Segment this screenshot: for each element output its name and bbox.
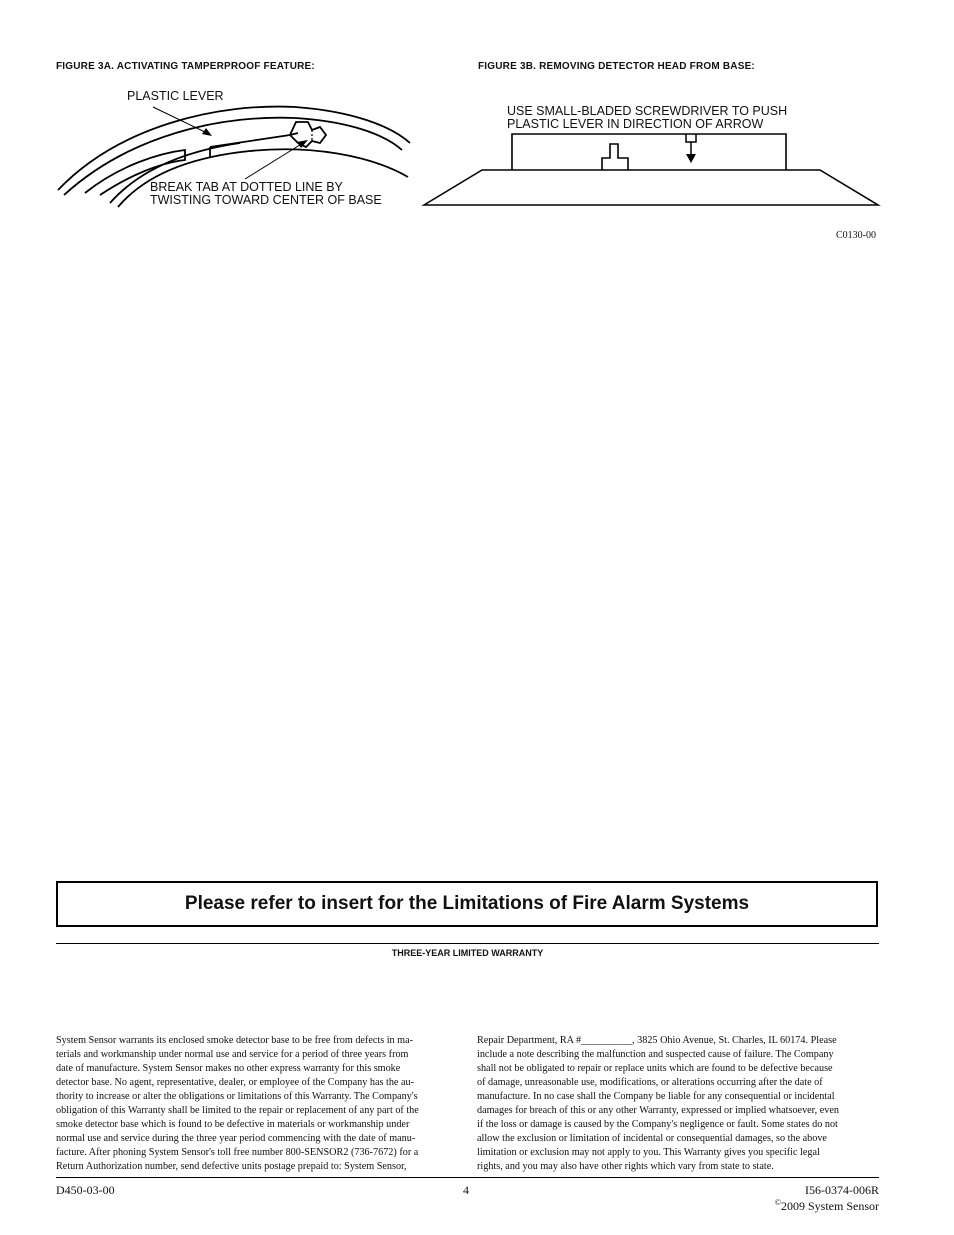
figure-3b-title: FIGURE 3B. REMOVING DETECTOR HEAD FROM BASE: <box>478 61 755 72</box>
warranty-right-line: rights, and you may also have other rights which vary from state to state. <box>477 1161 774 1172</box>
warranty-right-line: limitation or exclusion may not apply to you. This Warranty gives you specific legal <box>477 1147 820 1158</box>
warranty-left-line: smoke detector base which is found to be defective in materials or workmanship under <box>56 1119 410 1130</box>
copyright-symbol: © <box>774 1198 781 1207</box>
figure-code: C0130-00 <box>836 230 876 241</box>
warranty-right-line: shall not be obligated to repair or replace units which are found to be defective because <box>477 1063 833 1074</box>
warranty-left-line: terials and workmanship under normal use and service for a period of three years from <box>56 1049 409 1060</box>
figure-3a-label-break-tab-line1: BREAK TAB AT DOTTED LINE BY <box>150 180 343 194</box>
warranty-left-column <box>56 1034 458 1174</box>
warranty-right-line: manufacture. In no case shall the Company be liable for any consequential or incidental <box>477 1091 835 1102</box>
limitations-banner <box>56 881 878 927</box>
footer-doc-number: I56-0374-006R <box>805 1183 879 1197</box>
divider-bottom <box>56 1177 879 1178</box>
warranty-right-line: of damage, unreasonable use, modifications, or alterations occurring after the date of <box>477 1077 823 1088</box>
figure-3b-label-line1: USE SMALL-BLADED SCREWDRIVER TO PUSH <box>507 104 788 118</box>
warranty-right-line: if the loss or damage is caused by the Company's negligence or fault. Some states do not <box>477 1119 838 1130</box>
warranty-title: THREE-YEAR LIMITED WARRANTY <box>391 948 544 958</box>
warranty-right-line: Repair Department, RA #__________, 3825 Ohio Avenue, St. Charles, IL 60174. Please <box>477 1035 837 1046</box>
figure-3b-label-line2: PLASTIC LEVER IN DIRECTION OF ARROW <box>507 117 764 131</box>
warranty-left-line: Return Authorization number, send defective units postage prepaid to: System Sensor, <box>56 1161 407 1172</box>
figure-3a-label-break-tab-line2: TWISTING TOWARD CENTER OF BASE <box>150 193 382 207</box>
warranty-left-line: facture. After phoning System Sensor's toll free number 800-SENSOR2 (736-7672) for a <box>56 1147 419 1158</box>
figure-3a-label-plastic-lever: PLASTIC LEVER <box>127 89 224 103</box>
warranty-left-line: System Sensor warrants its enclosed smoke detector base to be free from defects in ma- <box>56 1035 414 1046</box>
warranty-right-line: allow the exclusion or limitation of incidental or consequential damages, so the above <box>477 1133 827 1144</box>
warranty-right-line: damages for breach of this or any other Warranty, expressed or implied whatsoever, even <box>477 1105 839 1116</box>
figure-3b-drawing <box>420 130 882 210</box>
warranty-left-line: date of manufacture. System Sensor makes no other express warranty for this smoke <box>56 1063 401 1074</box>
warranty-left-line: thority to increase or alter the obligations or limitations of this Warranty. The Company's <box>56 1091 418 1102</box>
limitations-banner-text: Please refer to insert for the Limitations of Fire Alarm Systems <box>184 893 750 914</box>
footer-doc-code: D450-03-00 <box>56 1183 115 1197</box>
page-number: 4 <box>463 1183 469 1197</box>
warranty-left-line: obligation of this Warranty shall be limited to the repair or replacement of any part of the <box>56 1105 419 1116</box>
figure-3a-title: FIGURE 3A. ACTIVATING TAMPERPROOF FEATURE: <box>56 61 315 72</box>
warranty-left-line: normal use and service during the three year period commencing with the date of manu- <box>56 1133 416 1144</box>
figure-3a-drawing <box>50 95 420 215</box>
warranty-right-line: include a note describing the malfunction and suspected cause of failure. The Company <box>477 1049 834 1060</box>
copyright-text: 2009 System Sensor <box>780 1199 879 1213</box>
footer-copyright <box>775 1198 879 1214</box>
warranty-left-line: detector base. No agent, representative, dealer, or employee of the Company has the au- <box>56 1077 414 1088</box>
divider-top <box>56 943 879 944</box>
warranty-right-column <box>477 1034 879 1174</box>
